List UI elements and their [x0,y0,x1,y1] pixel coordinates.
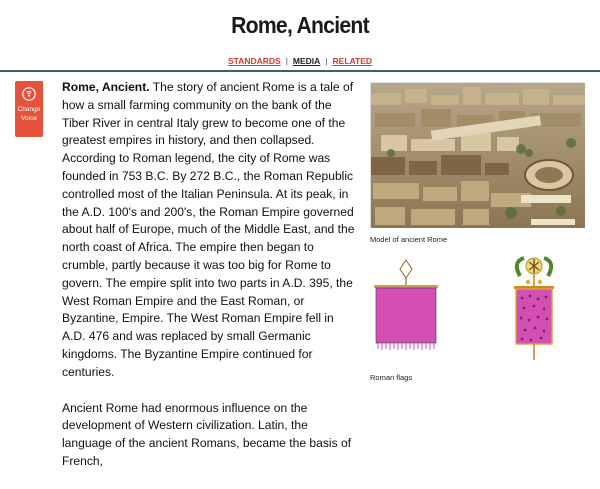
photo-caption: Model of ancient Rome [370,235,448,244]
header-divider [0,70,600,72]
voice-wave-icon [22,87,36,101]
ancient-rome-model-photo[interactable] [370,82,584,227]
nav-link-related[interactable]: RELATED [332,56,373,66]
flag-left [374,260,438,350]
nav-separator: | [285,56,288,66]
flag-right [514,258,554,360]
flags-caption: Roman flags [370,373,413,382]
change-voice-label: Change Voice [17,106,41,122]
article-paragraph [62,79,355,382]
section-nav [0,56,600,66]
change-voice-button[interactable] [15,81,43,137]
nav-link-media[interactable]: MEDIA [292,56,321,66]
article-lead: Rome, Ancient. [62,80,150,94]
roman-flags-image[interactable] [368,256,588,364]
article-paragraph: Ancient Rome had enormous influence on the development of Western civilization. Latin, the language of the ancient Romans, became the basis of French, [62,400,352,468]
page-title: Rome, Ancient [231,12,369,38]
article-body [62,79,355,489]
nav-separator: | [325,56,328,66]
article-text: The story of ancient Rome is a tale of how a small farming community on the bank of the Tiber River in central Italy grew to become one of the greatest empires in history, and then collapsed. According to Roman legend, the city of Rome was founded in 753 B.C. By 272 B.C., the Roman Republic controlled most of the Italian Peninsula. At its peak, in the A.D. 100's and 200's, the Roman Empire governed about half of Europe, much of the Middle East, and the north coast of Africa. The empire then began to crumble, partly because it was too big for Rome to govern. The empire split into two parts in A.D. 395, the West Roman Empire and the East Roman, or Byzantine, Empire. The West Roman Empire fell in A.D. 476 and was replaced by small Germanic kingdoms. The Byzantine Empire continued for centuries. [62,80,355,379]
nav-link-standards[interactable]: STANDARDS [227,56,281,66]
